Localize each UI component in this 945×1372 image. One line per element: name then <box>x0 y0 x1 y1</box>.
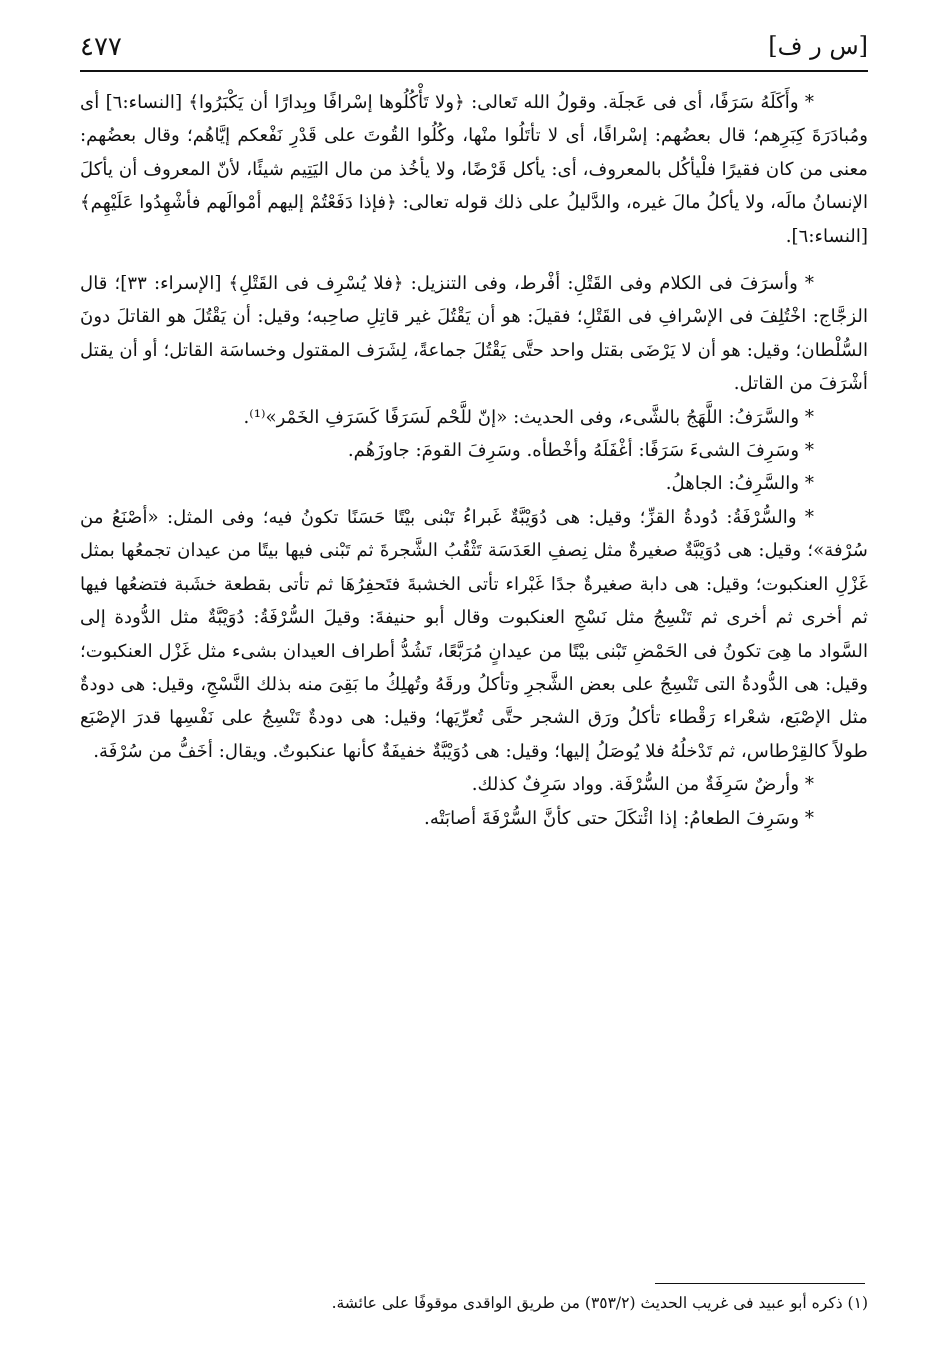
page-number: ٤٧٧ <box>80 32 122 62</box>
entry-paragraph: * والسَّرَفُ: اللَّهَجُ بالشَّىء، وفى الحديث: «إنّ للَّحْم لَسَرَفًا كَسَرَفِ الخَمْر»⁽¹⁾. <box>243 406 814 428</box>
footnote-rule <box>655 1283 865 1284</box>
entry-paragraph: * وسَرِفَ الشىءَ سَرَفًا: أغْفَلَهُ وأخْطأه. وسَرِفَ القومَ: جاوزَهُم. <box>347 440 814 462</box>
entry-paragraph: * والسَّرِفُ: الجاهلُ. <box>665 473 814 495</box>
entry-paragraph: * والسُّرْفَةُ: دُودةُ القزِّ؛ وقيل: هى دُوَيْبَّةٌ غَبراءُ تَبْنى بيْتًا حَسَنًا تكونُ فيه؛ وفى المثل: «أصْنَعُ من سُرْفة»؛ وقيل: هى دُوَيْبَّةٌ صغيرةٌ مثل نِصفِ العَدَسَة تَثْقُبُ الشَّجرةَ ثم تَبْنى فيها بيتًا من عيدان تجمعُها بمثل غَزْلِ العنكبوت؛ وقيل: هى دابة صغيرةٌ جدًا غَبْراء تأتى الخشبةَ فتَحفِرُهَا ثم تأتى بقطعة خشَبة فتضعُها فيها ثم أخرى ثم أخرى ثم تَنْسِجُ مثل نَسْجِ العنكبوت وقال أبو حنيفةَ: وقيلَ السُّرْفَةُ: دُوَيْبَّةٌ مثل الدُّودة إلى السَّواد ما هِىَ تكونُ فى الحَمْضِ تَبْنى بيْتًا من عيدانٍ مُرَبَّعًا، تَشُدُّ أطراف العيدان بشىء مثل غَزْل العنكبوت؛ وقيل: هى الدُّودةُ التى تَنْسِجُ على بعض الشَّجرِ وتأكلُ ورقَهُ وتُهلِكُ ما بَقِىَ منه بذلك النَّسْجِ، وقيل: هى دودةٌ مثل الإصْبَع، شعْراء رَقْطاء تأكلُ ورَق الشجر حتَّى تُعرِّيَها؛ وقيل: هى دودةٌ تَنْسِجُ على نَفْسِها قدرَ الإصْبَع طولاً كالقِرْطاس، ثم تَدْخلُهُ فلا يُوصَلُ إليها؛ وقيل: هى دُوَيْبَّةٌ خفيفَةٌ كأنها عنكبوتٌ. ويقال: أخَفُّ من سُرْفَة. <box>80 506 868 762</box>
entry-paragraph: * وسَرِفَ الطعامُ: إذا ائْتكَلَ حتى كأنَّ السُّرْفَةَ أصابَتْه. <box>424 807 814 829</box>
page-header <box>80 28 868 68</box>
entry-body <box>80 86 868 835</box>
footnote: (١) ذكره أبو عبيد فى غريب الحديث (٣٥٣/٢) من طريق الواقدى موقوفًا على عائشة. <box>331 1294 868 1312</box>
entry-paragraph: * وأسرَفَ فى الكلام وفى القَتْلِ: أفْرط، وفى التنزيل: ﴿فلا يُسْرِف فى القَتْلِ﴾ [الإسراء: ٣٣]؛ قال الزجَّاج: اخْتُلِفَ فى الإسْرافِ فى القَتْلِ؛ فقيلَ: هو أن يَقْتُلَ غير قاتِلِ صاحِبه؛ وقيل: أن يَقْتُلَ هو القاتلَ دونَ السُّلْطان؛ وقيل: هو أن لا يَرْضَى بقتل واحد حتَّى يَقْتُلَ جماعةً، لِشَرَف المقتول وخساسَة القاتل؛ أو أن يقتل أشْرَفَ من القاتل. <box>80 273 868 395</box>
header-rule <box>80 70 868 72</box>
root-label: [س ر ف] <box>768 32 868 60</box>
entry-paragraph: * وأَكَلَهُ سَرَفًا، أى فى عَجلَة. وقولُ الله تَعالى: ﴿ولا تَأْكُلُوها إسْرافًا وبِدارًا أن يَكْبَرُوا﴾ [النساء:٦] أى ومُبادَرَةَ كِبَرِهم؛ قال بعضُهم: إسْرافًا، أى لا تأتَلُوا منْها، وكُلُوا القُوتَ على قَدْرِ نَفْعكم إيَّاهُم؛ وقال بعضُهم: معنى من كان فقيرًا فلْيأكُل بالمعروف، أى: يأكل قَرْضًا، ولا يأخُذ من مال اليَتِيم شيئًا، لأنّ المعروف أن يأكلَ الإنسانُ مالَه، ولا يأكلُ مالَ غيره، والدَّليلُ على ذلك قوله تعالى: ﴿فإذا دَفَعْتُمْ إليهم أمْوالَهم فأشْهِدُوا عَلَيْهِم﴾ [النساء:٦]. <box>80 92 868 247</box>
entry-paragraph: * وأرضٌ سَرِفَةٌ من السُّرْفَة. وواد سَرِفٌ كذلك. <box>471 774 814 796</box>
